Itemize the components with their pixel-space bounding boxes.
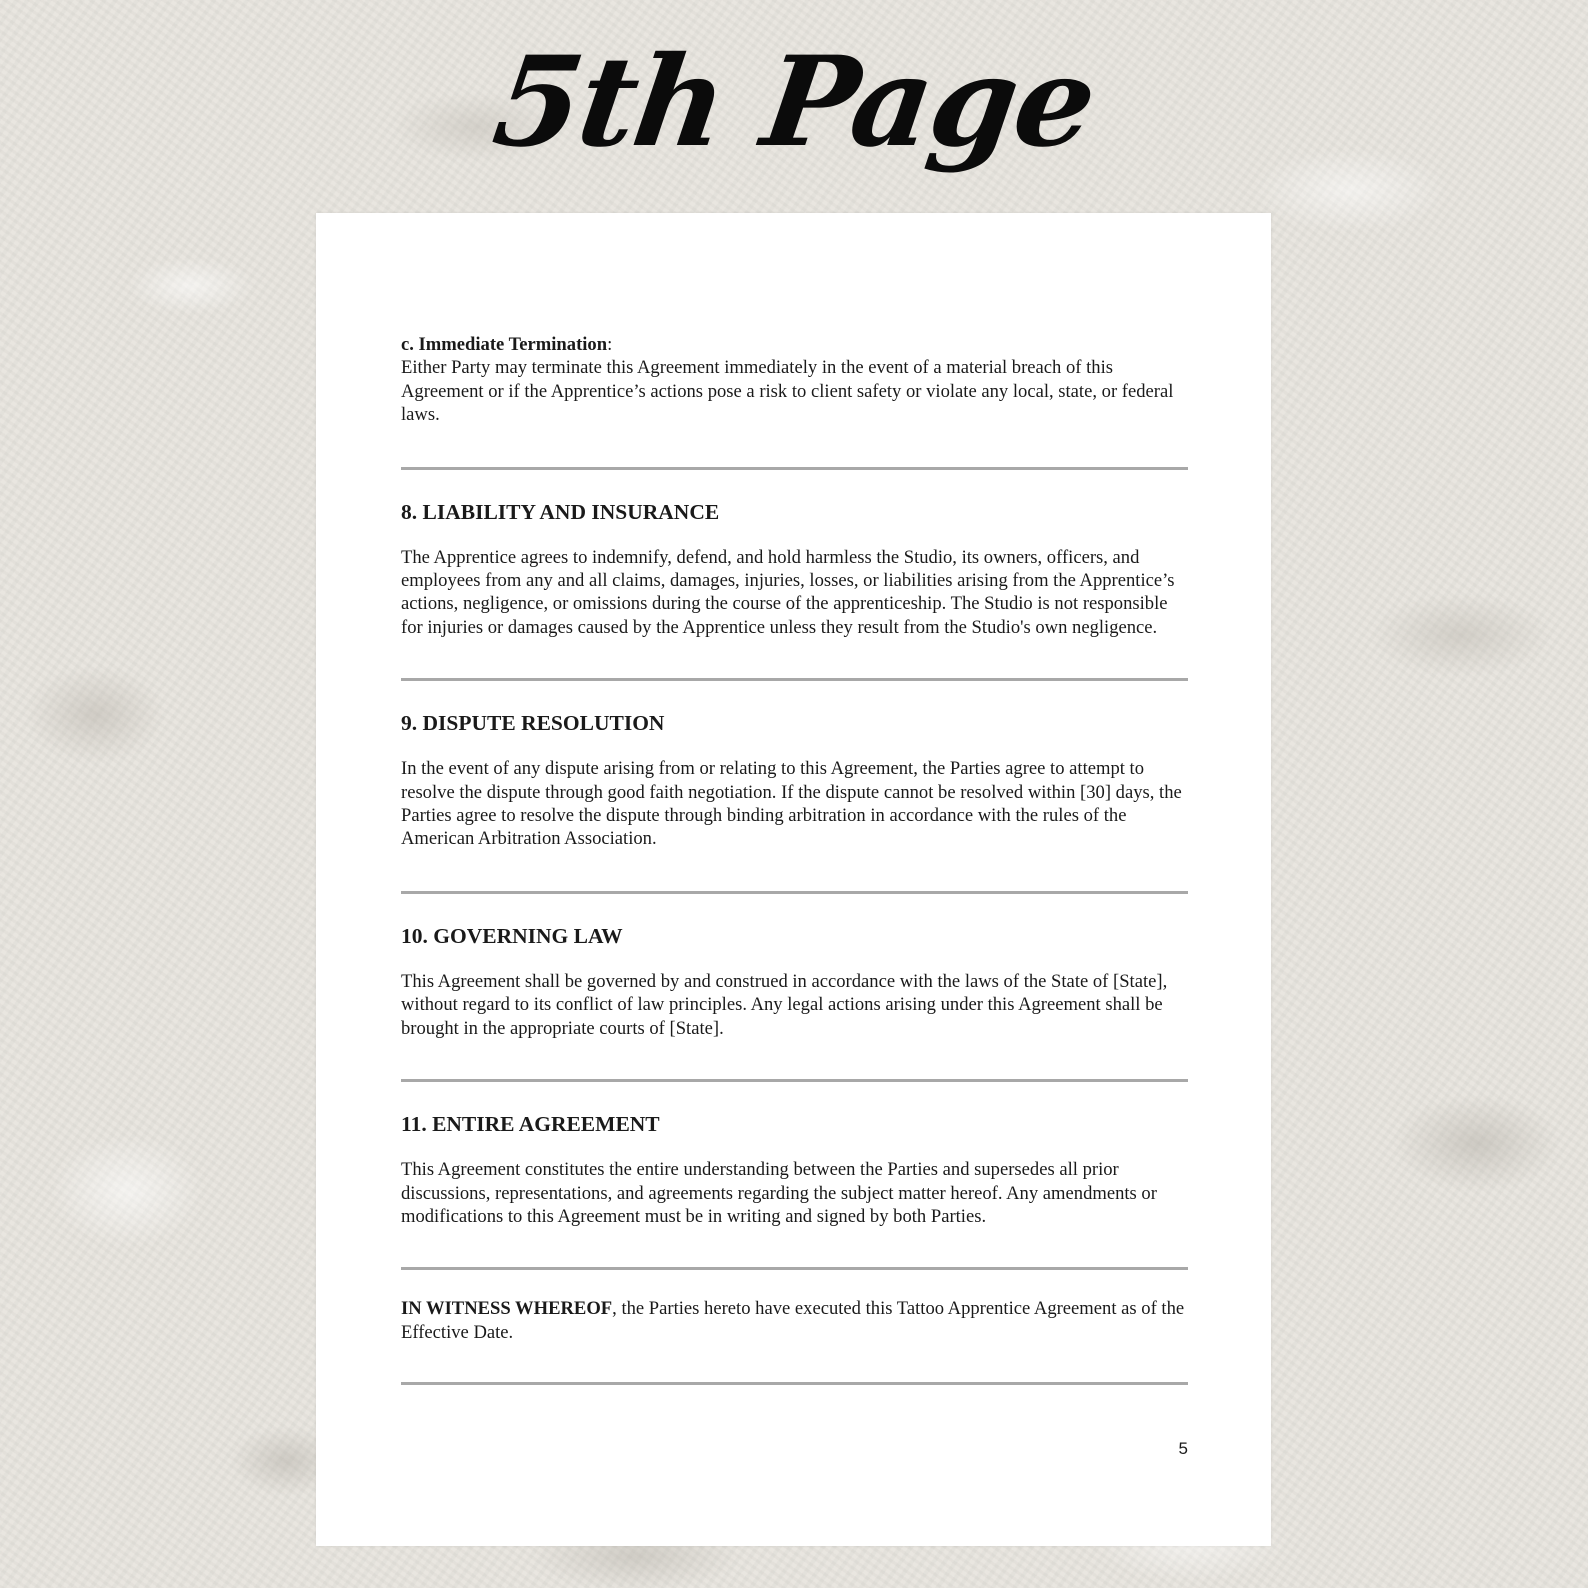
document-page — [316, 213, 1271, 1546]
section-divider — [401, 1382, 1188, 1385]
document-content — [401, 333, 1188, 1385]
section-heading-liability: 8. LIABILITY AND INSURANCE — [401, 499, 720, 524]
section-heading-governing-law: 10. GOVERNING LAW — [401, 923, 623, 948]
section-text-liability: The Apprentice agrees to indemnify, defend, and hold harmless the Studio, its owners, officers, and employees from any and all claims, damages, injuries, losses, or liabilities arising from the Apprentice’s actions, negligence, or omissions during the course of the apprenticeship. The Studio is not responsible for injuries or damages caused by the Apprentice unless they result from the Studio's own negligence. — [401, 546, 1175, 638]
termination-colon: : — [607, 334, 613, 355]
termination-label: c. Immediate Termination — [401, 334, 608, 355]
page-heading: 5th Page — [485, 30, 1103, 175]
section-text-entire-agreement: This Agreement constitutes the entire understanding between the Parties and supersedes all prior discussions, representations, and agreements regarding the subject matter hereof. Any amendments or modifications to this Agreement must be in writing and signed by both Parties. — [401, 1159, 1157, 1227]
witness-text: , the Parties hereto have executed this Tattoo Apprentice Agreement as of the Effective Date. — [401, 1298, 1185, 1343]
section-text-governing-law: This Agreement shall be governed by and construed in accordance with the laws of the State of [State], without regard to its conflict of law principles. Any legal actions arising under this Agreement shall be brought in the appropriate courts of [State]. — [401, 970, 1168, 1039]
witness-clause — [401, 1297, 1188, 1344]
termination-text: Either Party may terminate this Agreement immediately in the event of a material breach of this Agreement or if the Apprentice’s actions pose a risk to client safety or violate any local, state, or federal laws. — [401, 357, 1174, 426]
termination-clause — [401, 333, 1188, 427]
section-text-dispute: In the event of any dispute arising from or relating to this Agreement, the Parties agree to attempt to resolve the dispute through good faith negotiation. If the dispute cannot be resolved within [30] days, the Parties agree to resolve the dispute through binding arbitration in accordance with the rules of the American Arbitration Association. — [401, 758, 1182, 850]
page-number: 5 — [1178, 1439, 1188, 1458]
witness-label: IN WITNESS WHEREOF — [401, 1298, 613, 1320]
section-heading-dispute: 9. DISPUTE RESOLUTION — [401, 711, 665, 736]
section-heading-entire-agreement: 11. ENTIRE AGREEMENT — [401, 1112, 660, 1137]
